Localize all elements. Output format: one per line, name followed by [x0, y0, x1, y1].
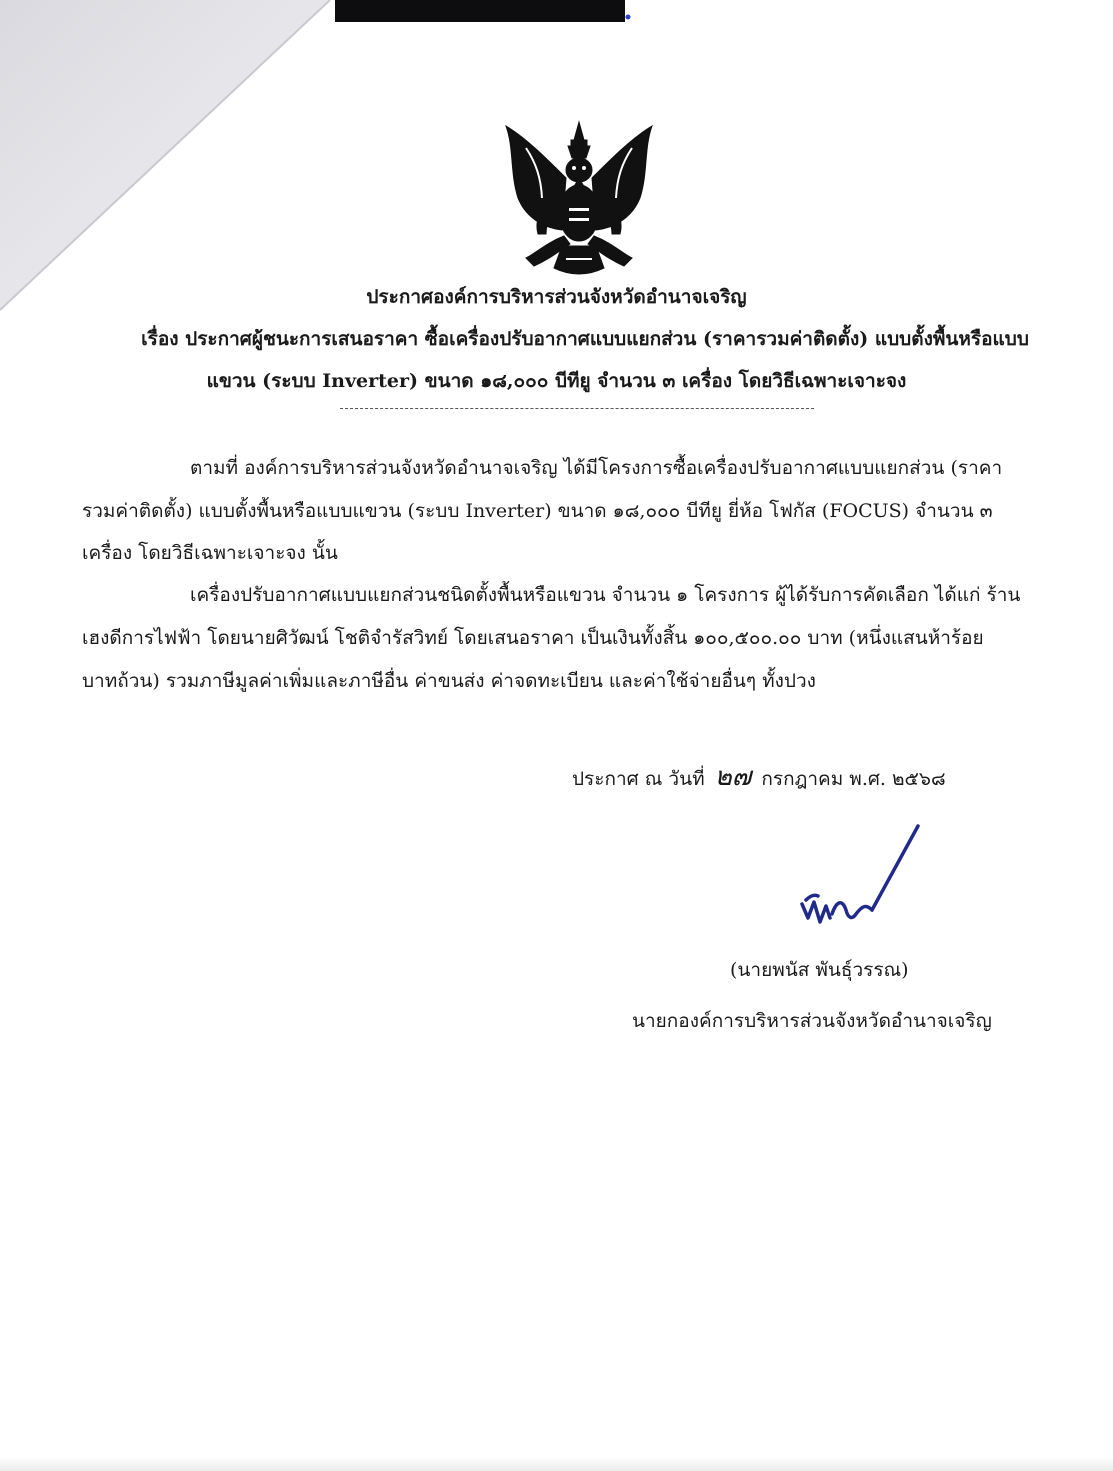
announcement-date — [572, 756, 946, 797]
subject-line-2: แขวน (ระบบ Inverter) ขนาด ๑๘,๐๐๐ บีทียู จำนวน ๓ เครื่อง โดยวิธีเฉพาะเจาะจง — [206, 370, 907, 392]
signer-title: นายกองค์การบริหารส่วนจังหวัดอำนาจเจริญ — [632, 1010, 992, 1032]
scan-top-edge — [335, 0, 625, 22]
paragraph-2-line-2: เฮงดีการไฟฟ้า โดยนายศิวัฒน์ โชติจำรัสวิทย์ โดยเสนอราคา เป็นเงินทั้งสิ้น ๑๐๐,๕๐๐.๐๐ บาท (หนึ่งแสนห้าร้อย — [82, 627, 984, 649]
subject-line-1: เรื่อง ประกาศผู้ชนะการเสนอราคา ซื้อเครื่องปรับอากาศแบบแยกส่วน (ราคารวมค่าติดตั้ง) แบบตั้งพื้นหรือแบบ — [141, 328, 1029, 350]
scan-bottom-edge — [0, 1457, 1113, 1471]
date-month-year: กรกฎาคม พ.ศ. ๒๕๖๘ — [761, 768, 946, 790]
paragraph-1-line-3: เครื่อง โดยวิธีเฉพาะเจาะจง นั้น — [82, 542, 338, 564]
date-day-handwritten: ๒๗ — [714, 762, 752, 792]
signer-name: (นายพนัส พันธุ์วรรณ) — [730, 959, 909, 981]
paragraph-2-line-3: บาทถ้วน) รวมภาษีมูลค่าเพิ่มและภาษีอื่น ค่าขนส่ง ค่าจดทะเบียน และค่าใช้จ่ายอื่นๆ ทั้งปวง — [82, 670, 816, 692]
handwritten-signature — [796, 822, 936, 940]
header-divider — [340, 408, 814, 409]
announcement-title: ประกาศองค์การบริหารส่วนจังหวัดอำนาจเจริญ — [366, 286, 747, 308]
garuda-emblem-icon — [496, 118, 662, 282]
paragraph-1-line-2: รวมค่าติดตั้ง) แบบตั้งพื้นหรือแบบแขวน (ระบบ Inverter) ขนาด ๑๘,๐๐๐ บีทียู ยี่ห้อ โฟกัส (FOCUS) จำนวน ๓ — [82, 500, 993, 522]
paragraph-2-line-1: เครื่องปรับอากาศแบบแยกส่วนชนิดตั้งพื้นหรือแขวน จำนวน ๑ โครงการ ผู้ได้รับการคัดเลือก ได้แก่ ร้าน — [190, 584, 1021, 606]
date-prefix: ประกาศ ณ วันที่ — [572, 768, 705, 790]
paragraph-1-line-1: ตามที่ องค์การบริหารส่วนจังหวัดอำนาจเจริญ ได้มีโครงการซื้อเครื่องปรับอากาศแบบแยกส่วน (ราคา — [190, 457, 1003, 479]
